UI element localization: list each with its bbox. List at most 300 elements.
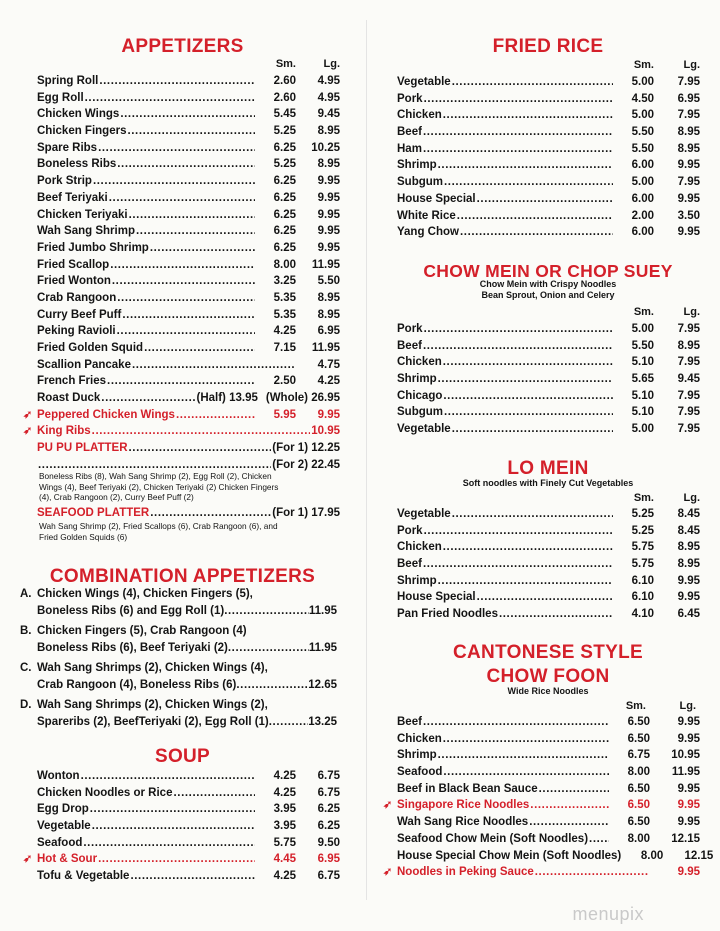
pepper-icon: ➶	[23, 853, 33, 866]
item-name: Scallion Pancake	[37, 358, 131, 371]
item-name: Vegetable	[397, 76, 451, 88]
item-name: Shrimp	[397, 159, 437, 172]
combo-price: 11.95	[308, 604, 337, 617]
soup-title: SOUP	[154, 746, 211, 767]
item-name: Peppered Chicken Wings	[37, 408, 175, 421]
leader-dots	[98, 140, 255, 157]
menu-item-row	[37, 240, 340, 257]
item-name: Shrimp	[397, 373, 437, 386]
lg-price: 9.95	[317, 191, 340, 204]
item-name: Vegetable	[37, 820, 91, 833]
sm-price: 5.25	[273, 125, 296, 138]
menu-item-row	[37, 73, 340, 90]
sm-price: 3.95	[273, 820, 296, 833]
item-name: Pan Fried Noodles	[397, 608, 498, 621]
sm-price: 6.00	[631, 192, 654, 205]
lg-price: 9.95	[677, 159, 700, 172]
lg-price: 7.95	[677, 76, 700, 88]
menu-item-row	[397, 606, 700, 623]
menu-item-row	[397, 747, 700, 764]
sm-price: 4.25	[273, 325, 296, 338]
lg-price: 8.95	[317, 125, 340, 138]
item-name: Egg Roll	[37, 91, 84, 104]
leader-dots	[477, 191, 613, 208]
lg-price: 8.95	[677, 339, 700, 352]
lg-price: 9.95	[677, 716, 700, 728]
menu-item-row	[383, 864, 700, 881]
combo-text: Boneless Ribs (6), Beef Teriyaki (2)	[37, 641, 228, 654]
item-name: Boneless Ribs	[37, 158, 117, 171]
leader-dots	[109, 190, 255, 207]
item-name: King Ribs	[37, 425, 91, 438]
leader-dots	[424, 91, 613, 108]
sm-price: 5.35	[273, 291, 296, 304]
item-name: Shrimp	[397, 749, 437, 762]
menu-item-row	[37, 768, 340, 785]
sm-price: 5.00	[631, 423, 654, 436]
combo-line-2	[20, 640, 337, 657]
combo-line-1	[20, 586, 337, 603]
leader-dots	[129, 207, 255, 224]
sm-price: 5.25	[631, 508, 654, 520]
cantonese-title: CANTONESE STYLE	[453, 642, 643, 663]
sm-price: 5.25	[631, 524, 654, 537]
sm-header: Sm.	[625, 700, 646, 712]
sm-price: 6.25	[273, 241, 296, 254]
menu-item-row	[37, 207, 340, 224]
sm-price: 5.95	[273, 408, 296, 421]
pepper-icon: ➶	[23, 425, 33, 438]
chow-mein-title: CHOW MEIN OR CHOP SUEY	[423, 261, 673, 281]
combo-item	[20, 623, 337, 656]
leader-dots	[452, 421, 613, 438]
leader-dots	[589, 831, 609, 848]
menu-item-row	[397, 731, 700, 748]
lg-price: 4.25	[317, 375, 340, 388]
leader-dots	[530, 797, 609, 814]
menu-item-row	[37, 373, 340, 390]
menu-item-row	[37, 785, 340, 802]
sm-price: 5.00	[631, 323, 654, 335]
sm-price: 2.00	[631, 209, 654, 222]
leader-dots	[438, 747, 609, 764]
menu-item-row	[397, 831, 700, 848]
lg-price: 7.95	[677, 323, 700, 335]
appetizers-specials	[23, 390, 340, 473]
sm-price: 6.25	[273, 141, 296, 154]
peppered-wings-row	[23, 407, 340, 424]
lg-header: Lg.	[679, 700, 696, 712]
item-name: Beef	[397, 558, 422, 571]
chow-foon-title: CHOW FOON	[486, 666, 610, 687]
lg-price: 8.95	[677, 126, 700, 139]
combination-title: COMBINATION APPETIZERS	[49, 566, 316, 587]
combo-price: 11.95	[308, 641, 337, 654]
leader-dots	[117, 323, 255, 340]
item-name: Vegetable	[397, 508, 451, 520]
leader-dots	[150, 240, 255, 257]
lg-price: 9.95	[677, 782, 700, 795]
lg-price: 6.95	[317, 325, 340, 338]
sm-price: 6.25	[273, 175, 296, 188]
leader-dots	[452, 506, 613, 523]
lg-price: 6.75	[317, 870, 340, 883]
lg-price: 12.15	[684, 849, 714, 862]
lg-header: Lg.	[683, 306, 700, 318]
sm-price: 5.65	[631, 373, 654, 386]
combo-line-2	[20, 714, 337, 731]
leader-dots	[438, 157, 613, 174]
leader-dots	[269, 714, 308, 731]
lg-price: 6.45	[677, 608, 700, 621]
sm-price: 4.50	[631, 92, 654, 105]
lg-price: 9.95	[677, 866, 700, 879]
item-name: Beef	[397, 716, 422, 728]
sm-price: 4.25	[273, 870, 296, 883]
lg-price: 6.75	[317, 770, 340, 782]
for1-price: (For 1) 12.25	[272, 442, 340, 455]
menu-item-row	[37, 106, 340, 123]
item-name: Wah Sang Shrimp	[37, 225, 135, 238]
sm-price: 6.50	[627, 816, 650, 829]
sm-price: 3.25	[273, 275, 296, 288]
chow-mein-sub2: Bean Sprout, Onion and Celery	[481, 290, 615, 300]
item-name: Fried Golden Squid	[37, 342, 144, 354]
sm-price: 8.00	[627, 766, 650, 779]
combo-price: 12.65	[308, 678, 337, 691]
sm-price: 6.10	[631, 574, 654, 587]
sm-price: 4.45	[273, 853, 296, 866]
item-name: Chicken	[397, 732, 442, 745]
item-name: Beef in Black Bean Sauce	[397, 782, 538, 795]
for2-price: (For 2) 22.45	[272, 458, 340, 471]
sm-header: Sm.	[275, 58, 296, 70]
menu-item-row	[37, 173, 340, 190]
item-name: Chicken	[397, 109, 442, 122]
leader-dots	[443, 388, 613, 405]
lo-mein-title: LO MEIN	[507, 458, 589, 479]
sm-price: 5.50	[631, 142, 654, 155]
sm-price: 2.60	[273, 91, 296, 104]
combo-price: 13.25	[308, 715, 337, 728]
leader-dots	[444, 404, 613, 421]
sm-price: 5.00	[631, 76, 654, 88]
chow-mein-col-header	[392, 306, 700, 318]
lg-price: 7.95	[677, 356, 700, 369]
pepper-icon: ➶	[383, 866, 393, 879]
pepper-icon: ➶	[23, 408, 33, 421]
sm-price: 6.00	[631, 159, 654, 172]
menu-item-row	[397, 714, 700, 731]
leader-dots	[443, 354, 613, 371]
seafood-platter-row	[37, 505, 340, 522]
leader-dots	[535, 864, 649, 881]
sm-price: 6.50	[627, 732, 650, 745]
item-name: Subgum	[397, 176, 443, 189]
menu-item-row	[397, 141, 700, 158]
combo-letter: C.	[20, 662, 32, 674]
lg-price: 9.95	[677, 226, 700, 239]
leader-dots	[424, 321, 613, 338]
sm-price: 5.10	[631, 389, 654, 402]
sm-price: 6.10	[631, 591, 654, 604]
sm-price: 7.15	[273, 342, 296, 354]
sm-price: 5.00	[631, 176, 654, 189]
lg-price: 9.95	[317, 208, 340, 221]
lg-price: 8.95	[317, 308, 340, 321]
item-name: Chicken	[397, 356, 442, 369]
menu-item-row	[397, 814, 700, 831]
leader-dots	[457, 208, 613, 225]
lg-price: 9.45	[677, 373, 700, 386]
leader-dots	[85, 90, 255, 107]
menu-item-row	[37, 156, 340, 173]
menu-item-row	[397, 523, 700, 540]
leader-dots	[101, 390, 195, 407]
lg-price: 9.95	[677, 816, 700, 829]
sm-price: 5.75	[631, 541, 654, 554]
sm-price: 5.25	[273, 158, 296, 171]
sm-price: 6.25	[273, 208, 296, 221]
sm-price: 8.00	[640, 849, 664, 862]
leader-dots	[107, 373, 255, 390]
item-name: Spare Ribs	[37, 141, 98, 154]
lg-price: 8.95	[677, 541, 700, 554]
item-name: Fried Wonton	[37, 275, 111, 288]
menu-item-row	[37, 90, 340, 107]
lo-mein-sub: Soft noodles with Finely Cut Vegetables	[462, 478, 634, 488]
menu-item-row	[397, 157, 700, 174]
combo-letter: D.	[20, 699, 32, 711]
lg-price: 9.95	[317, 225, 340, 238]
fried-rice-col-header	[392, 59, 700, 71]
menu-item-row	[397, 573, 700, 590]
item-name: Seafood	[37, 836, 83, 849]
lg-price: 6.75	[317, 786, 340, 799]
combo-line-2	[20, 677, 337, 694]
combo-line-1	[20, 623, 337, 640]
item-name: Yang Chow	[397, 226, 459, 239]
leader-dots	[120, 106, 255, 123]
leader-dots	[132, 357, 295, 374]
leader-dots	[438, 573, 613, 590]
chow-foon-col-header	[392, 700, 696, 712]
lg-header: Lg.	[683, 59, 700, 71]
whole-price: (Whole) 26.95	[265, 392, 340, 404]
menu-item-row	[37, 340, 340, 357]
lg-price: 8.45	[677, 508, 700, 520]
combo-text: Spareribs (2), BeefTeriyaki (2), Egg Roll (1)	[37, 715, 269, 728]
sm-price: 5.10	[631, 406, 654, 419]
lg-price: 8.45	[677, 524, 700, 537]
item-name: Seafood Chow Mein (Soft Noodles)	[397, 832, 589, 845]
leader-dots	[112, 273, 255, 290]
leader-dots	[130, 868, 255, 885]
leader-dots	[443, 731, 609, 748]
combo-item	[20, 660, 337, 693]
menu-item-row	[397, 338, 700, 355]
leader-dots	[424, 523, 613, 540]
leader-dots	[423, 338, 613, 355]
fried-rice-list	[397, 74, 700, 241]
appetizers-col-header	[20, 58, 345, 70]
item-name: Wonton	[37, 770, 80, 782]
combo-letter: B.	[20, 625, 32, 637]
lg-price: 9.95	[317, 175, 340, 188]
combo-item	[20, 697, 337, 730]
sm-price: 6.00	[631, 226, 654, 239]
sm-price: 2.50	[273, 375, 296, 388]
item-name: Chicken Teriyaki	[37, 208, 128, 221]
sm-header: Sm.	[633, 59, 654, 71]
menu-item-row	[397, 191, 700, 208]
combo-text: Chicken Fingers (5), Crab Rangoon (4)	[37, 625, 247, 637]
menu-item-row	[397, 174, 700, 191]
item-name: Beef	[397, 126, 422, 139]
item-name: House Special	[397, 192, 476, 205]
sm-price: 6.75	[627, 749, 650, 762]
sm-price: 5.75	[631, 558, 654, 571]
menu-item-row	[37, 357, 340, 374]
lg-price: 9.95	[677, 591, 700, 604]
item-name: Egg Drop	[37, 803, 89, 816]
lg-price: 3.50	[677, 209, 700, 222]
lg-price: 10.25	[311, 141, 340, 154]
lg-price: 8.95	[317, 291, 340, 304]
leader-dots	[224, 603, 309, 620]
sm-price: 5.75	[273, 836, 296, 849]
sm-header: Sm.	[633, 492, 654, 504]
lg-price: 4.95	[317, 91, 340, 104]
combo-text: Boneless Ribs (6) and Egg Roll (1)	[37, 604, 225, 617]
seafood-platter	[37, 505, 340, 522]
lg-price: 7.95	[677, 176, 700, 189]
chow-foon-sub: Wide Rice Noodles	[507, 686, 589, 696]
item-name: French Fries	[37, 375, 107, 388]
seafood-platter-description: Wah Sang Shrimp (2), Fried Scallops (6), Crab Rangoon (6), and Fried Golden Squids (6)	[39, 521, 278, 542]
leader-dots	[92, 818, 255, 835]
menu-item-row	[397, 321, 700, 338]
item-name: Crab Rangoon	[37, 291, 117, 304]
sm-price: 6.25	[273, 191, 296, 204]
item-name: Tofu & Vegetable	[37, 870, 130, 883]
leader-dots	[423, 124, 613, 141]
lg-price: 9.50	[317, 836, 340, 849]
lg-price: 4.95	[317, 75, 340, 87]
lg-price: 8.95	[677, 142, 700, 155]
leader-dots	[438, 371, 613, 388]
sm-price: 5.50	[631, 339, 654, 352]
menu-item-row	[397, 124, 700, 141]
leader-dots	[539, 781, 609, 798]
menu-item-row	[37, 223, 340, 240]
menu-item-row	[37, 835, 340, 852]
lg-price: 7.95	[677, 389, 700, 402]
pupu-row-1	[37, 440, 340, 457]
menu-item-row	[397, 506, 700, 523]
item-name: Wah Sang Rice Noodles	[397, 816, 529, 829]
menu-item-row	[397, 556, 700, 573]
menu-item-row	[37, 140, 340, 157]
leader-dots	[477, 589, 613, 606]
leader-dots	[460, 224, 613, 241]
item-name: Roast Duck	[37, 392, 101, 404]
item-name: Pork	[397, 323, 423, 335]
leader-dots	[443, 107, 613, 124]
leader-dots	[92, 423, 311, 440]
sm-price: 5.00	[631, 109, 654, 122]
leader-dots	[127, 123, 255, 140]
appetizers-list	[37, 73, 340, 390]
chow-mein-list	[397, 321, 700, 438]
leader-dots	[443, 539, 613, 556]
leader-dots	[81, 768, 255, 785]
leader-dots	[110, 257, 255, 274]
sm-price: 6.50	[627, 799, 650, 812]
leader-dots	[452, 74, 613, 91]
menu-item-row	[37, 257, 340, 274]
lg-price: 11.95	[311, 258, 340, 271]
lg-price: 11.95	[671, 766, 700, 779]
leader-dots	[499, 606, 613, 623]
leader-dots	[529, 814, 609, 831]
for1-price: (For 1) 17.95	[272, 507, 340, 519]
item-name: Shrimp	[397, 574, 437, 587]
leader-dots	[173, 785, 255, 802]
combo-text: Wah Sang Shrimps (2), Chicken Wings (4),	[37, 662, 268, 674]
leader-dots	[144, 340, 255, 357]
item-name: Chicago	[397, 389, 443, 402]
sm-price: 8.00	[627, 832, 650, 845]
combo-item	[20, 586, 337, 619]
fried-rice-title: FRIED RICE	[492, 36, 604, 57]
combination-list	[20, 586, 337, 734]
menu-item-row	[397, 208, 700, 225]
menu-item-row	[397, 74, 700, 91]
combo-text: Chicken Wings (4), Chicken Fingers (5),	[37, 588, 253, 600]
leader-dots	[99, 73, 255, 90]
lg-price: 9.45	[317, 108, 340, 121]
item-name: SEAFOOD PLATTER	[37, 507, 150, 519]
leader-dots	[122, 307, 255, 324]
menu-item-row	[23, 851, 340, 868]
menu-item-row	[37, 818, 340, 835]
menu-item-row	[37, 323, 340, 340]
sm-price: 4.25	[273, 786, 296, 799]
menu-item-row	[397, 388, 700, 405]
item-name: Chicken	[397, 541, 442, 554]
sm-header: Sm.	[633, 306, 654, 318]
item-name: Subgum	[397, 406, 443, 419]
menu-item-row	[37, 290, 340, 307]
sm-price: 3.95	[273, 803, 296, 816]
menu-item-row	[397, 224, 700, 241]
item-name: Chicken Wings	[37, 108, 120, 121]
combo-line-1	[20, 660, 337, 677]
item-name: Chicken Noodles or Rice	[37, 786, 173, 799]
item-name: House Special	[397, 591, 476, 604]
leader-dots	[150, 505, 271, 522]
roast-duck-row	[37, 390, 340, 407]
lg-price: 9.95	[317, 408, 340, 421]
menu-item-row	[383, 797, 700, 814]
leader-dots	[83, 835, 255, 852]
menu-item-row	[397, 354, 700, 371]
lg-price: 9.95	[317, 241, 340, 254]
lg-price: 9.95	[677, 574, 700, 587]
half-price: (Half) 13.95	[196, 392, 258, 404]
leader-dots	[117, 290, 255, 307]
